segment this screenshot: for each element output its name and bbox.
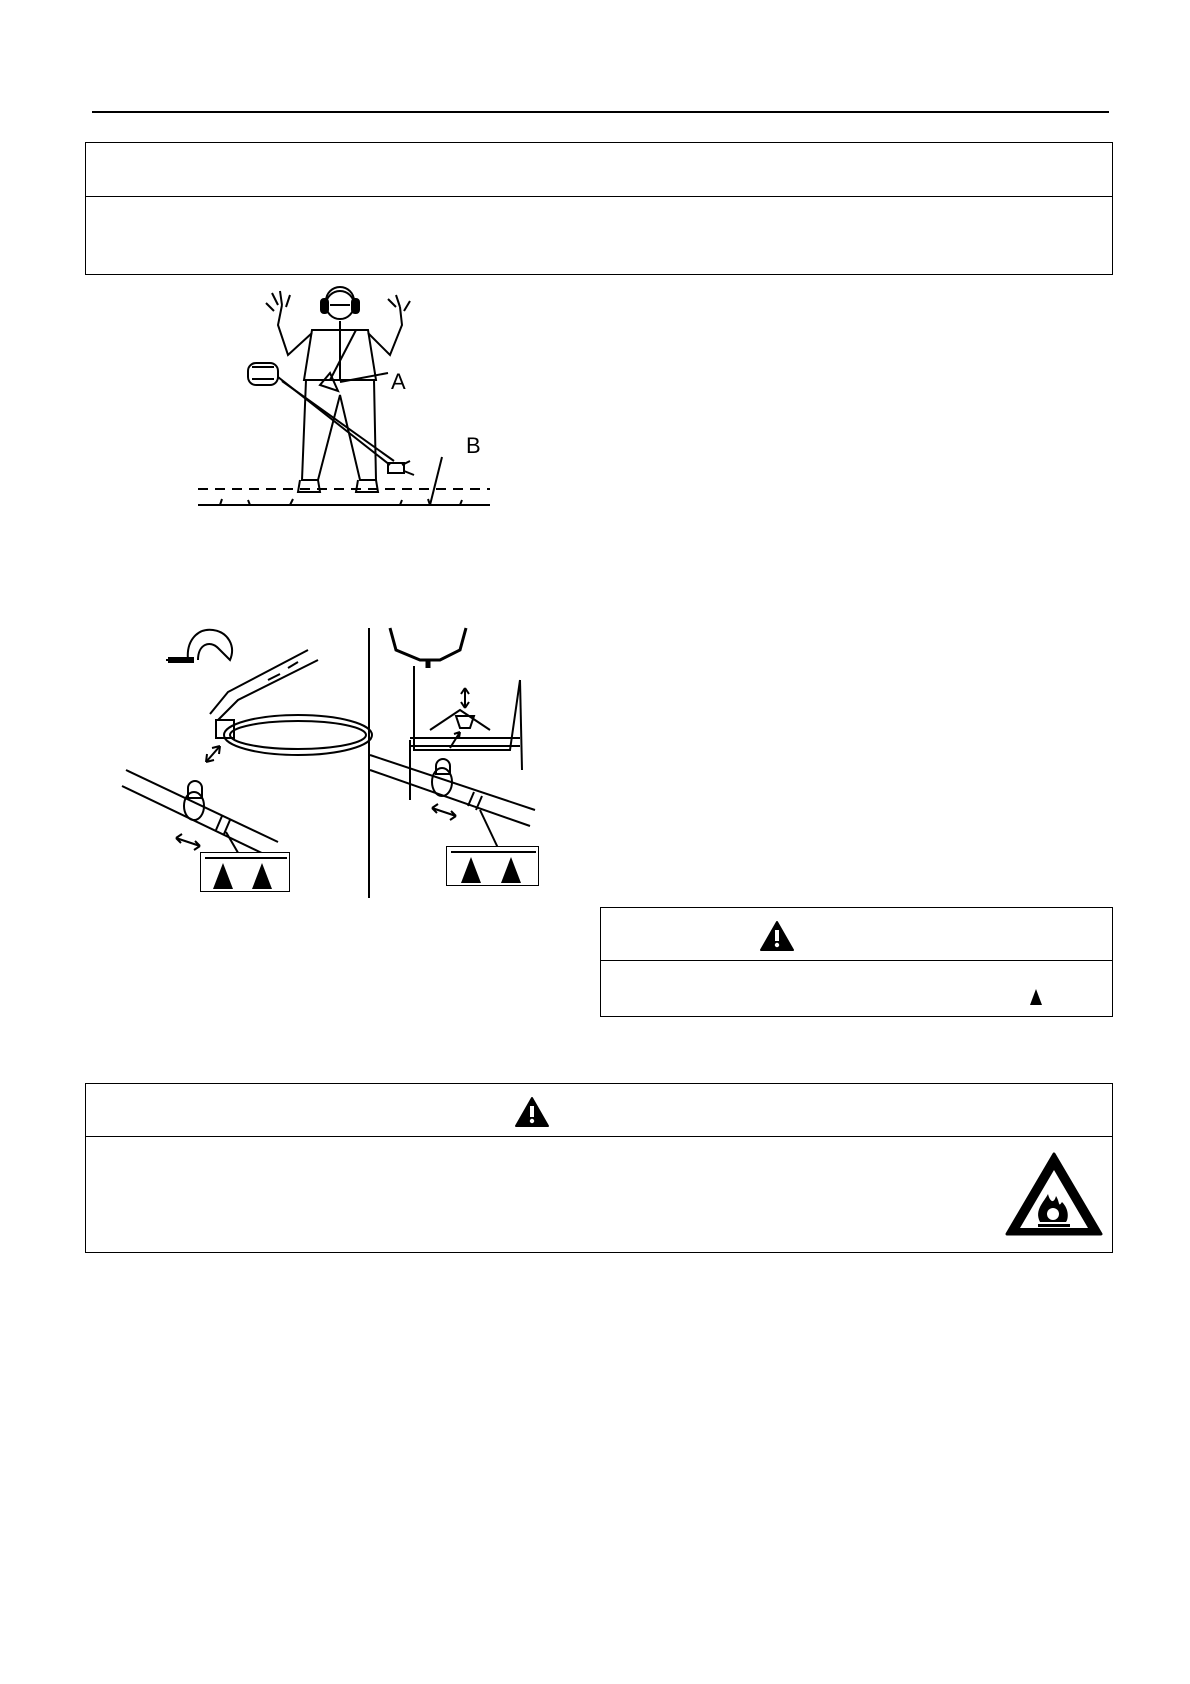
warning-box-divider	[86, 1136, 1112, 1137]
callout-b-label: B	[466, 433, 481, 458]
triangle-mark-icon	[1029, 988, 1043, 1006]
triangle-mark-icon	[213, 863, 233, 889]
warning-triangle-icon	[514, 1096, 550, 1128]
triangle-mark-icon	[461, 857, 481, 883]
arrow-marks-left	[201, 853, 291, 893]
caution-box-divider	[601, 960, 1112, 961]
notice-box-top	[85, 142, 1113, 275]
harness-figure-left	[118, 620, 368, 890]
warning-triangle-icon	[759, 920, 795, 952]
harness-illustration-left	[118, 620, 368, 890]
operator-figure	[190, 285, 500, 525]
notice-box-top-divider	[86, 196, 1112, 197]
operator-illustration	[190, 285, 500, 525]
arrow-marks-right	[447, 847, 540, 887]
triangle-mark-icon	[501, 857, 521, 883]
arrow-mark-box-left	[200, 852, 290, 892]
header-rule	[92, 111, 1109, 113]
callout-a-label: A	[391, 369, 406, 394]
triangle-mark-icon	[252, 863, 272, 889]
caution-box	[600, 907, 1113, 1017]
arrow-mark-box-right	[446, 846, 539, 886]
warning-box	[85, 1083, 1113, 1253]
harness-figure-right	[370, 620, 545, 890]
flammable-fire-icon	[1004, 1150, 1104, 1238]
